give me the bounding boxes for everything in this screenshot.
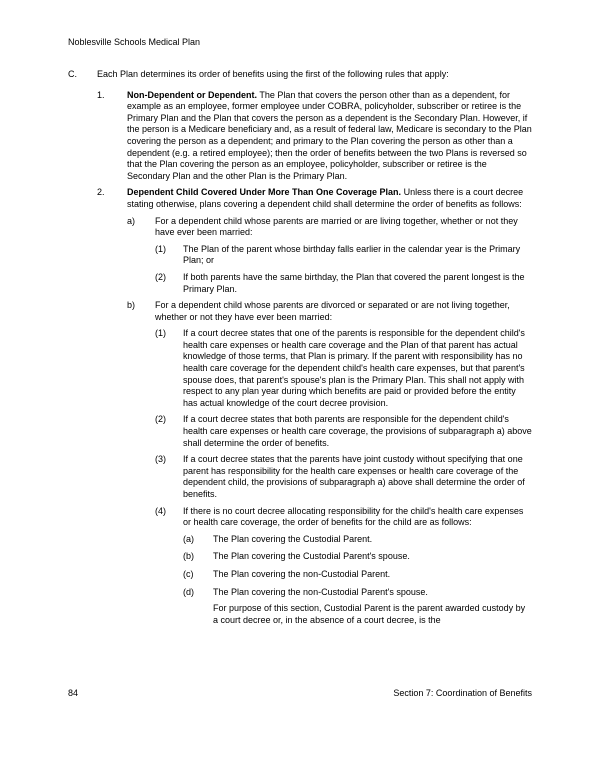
sub-item-b-4-a-label: (a)	[183, 533, 194, 544]
sub-item-b-content	[155, 300, 532, 626]
sub-item-b	[127, 300, 532, 626]
sub-item-a-text: For a dependent child whose parents are married or are living together, whether or not they have ever been married:	[155, 215, 518, 238]
sub-item-b-4-text: If there is no court decree allocating responsibility for the child's health care expenses or health care coverage, the order of benefits for the child are as follows:	[183, 505, 524, 528]
item-2-label: 2.	[97, 187, 105, 198]
sub-item-b-4-content	[183, 506, 532, 627]
sub-item-b-2-label: (2)	[155, 414, 166, 425]
footer-section: Section 7: Coordination of Benefits	[393, 688, 532, 698]
sub-item-b-4-c-text: The Plan covering the non-Custodial Parent.	[213, 568, 391, 579]
page-header: Noblesville Schools Medical Plan	[68, 37, 201, 47]
sub-item-a-label: a)	[127, 215, 136, 226]
sub-item-b-1-label: (1)	[155, 328, 166, 339]
sub-item-b-4-d-label: (d)	[183, 586, 194, 597]
sub-item-b-3	[155, 454, 532, 500]
rule-c-content	[97, 69, 532, 626]
sub-item-b-4-b	[183, 551, 532, 563]
sub-item-b-4-d	[183, 587, 532, 599]
item-1-paragraph	[127, 90, 532, 183]
sub-item-a-1-label: (1)	[155, 243, 166, 254]
item-1-heading: Non-Dependent or Dependent.	[127, 89, 257, 100]
sub-item-b-4-a-text: The Plan covering the Custodial Parent.	[213, 533, 373, 544]
sub-item-b-4-a	[183, 534, 532, 546]
sub-item-b-text: For a dependent child whose parents are divorced or separated or are not living together, whether or not they have ever been married:	[155, 300, 510, 322]
sub-item-b-3-label: (3)	[155, 454, 166, 465]
rule-c-text: Each Plan determines its order of benefits using the first of the following rules that apply:	[97, 69, 449, 79]
sub-item-a-content	[155, 216, 532, 296]
sub-item-b-4-b-label: (b)	[183, 551, 194, 562]
sub-item-a	[127, 216, 532, 296]
item-1-label: 1.	[97, 89, 105, 100]
item-2-text: Unless there is a court decree stating otherwise, plans covering a dependent child shall determine the order of benefits as follows:	[127, 187, 524, 209]
sub-item-b-2	[155, 414, 532, 449]
sub-item-a-1-text: The Plan of the parent whose birthday falls earlier in the calendar year is the Primary Plan; or	[183, 243, 521, 266]
item-1-text: The Plan that covers the person other than as a dependent, for example as an employee, former employee under COBRA, policyholder, subscriber or retiree is the Primary Plan and the Plan that covers the person as a dependent is the Secondary Plan. However, if the person is a Medicare beneficiary and, as a result of federal law, Medicare is secondary to the Plan covering the person as a dependent; and primary to the Plan covering the person as other than a dependent (e.g. a retired employee); then the order of benefits between the two Plans is reversed so that the Plan covering the person as an employee, policyholder, subscriber or retiree is the Secondary Plan and the other Plan is the Primary Plan.	[127, 89, 532, 181]
item-2-heading: Dependent Child Covered Under More Than One Coverage Plan.	[127, 187, 402, 198]
item-2-content	[127, 187, 532, 626]
sub-item-b-4-c-label: (c)	[183, 568, 194, 579]
item-2-paragraph	[127, 187, 532, 210]
custodial-parent-note: For purpose of this section, Custodial Parent is the parent awarded custody by a court decree or, in the absence of a court decree, is the	[213, 603, 526, 625]
item-1-content	[127, 90, 532, 183]
footer-page-number: 84	[68, 688, 79, 698]
rule-c-label: C.	[68, 69, 77, 79]
sub-item-b-3-text: If a court decree states that the parents have joint custody without specifying that one parent has responsibility for the health care expenses or health care coverage of the dependent child, the provisions of subparagraph a) above shall determine the order of benefits.	[183, 454, 525, 499]
item-2	[97, 187, 532, 626]
sub-item-b-4-label: (4)	[155, 505, 166, 516]
document-body	[68, 69, 532, 626]
sub-item-b-label: b)	[127, 300, 136, 311]
sub-item-b-2-text: If a court decree states that both parents are responsible for the dependent child's health care expenses or health care coverage, the provisions of subparagraph a) above shall determine the order of benefits.	[183, 414, 532, 448]
sub-item-b-1-text: If a court decree states that one of the parents is responsible for the dependent child's health care expenses or health care coverage and the Plan of that parent has actual knowledge of those terms, that Plan is primary. If the parent with responsibility has no health care coverage for the dependent child's health care expenses, but that parent's spouse does, that parent's spouse's plan is the Primary Plan. This shall not apply with respect to any plan year during which benefits are paid or provided before the entity has actual knowledge of the court decree provision.	[183, 328, 525, 408]
item-1	[97, 90, 532, 183]
sub-item-a-2-text: If both parents have the same birthday, the Plan that covered the parent longest is the Primary Plan.	[183, 271, 525, 294]
sub-item-b-4	[155, 506, 532, 627]
sub-item-b-4-b-text: The Plan covering the Custodial Parent's spouse.	[213, 551, 410, 562]
sub-item-a-1	[155, 244, 532, 267]
sub-item-b-4-d-text: The Plan covering the non-Custodial Parent's spouse.	[213, 586, 428, 597]
sub-item-a-2	[155, 272, 532, 295]
sub-item-a-2-label: (2)	[155, 271, 166, 282]
rule-c	[68, 69, 532, 626]
sub-item-b-4-c	[183, 569, 532, 581]
sub-item-b-1	[155, 328, 532, 409]
